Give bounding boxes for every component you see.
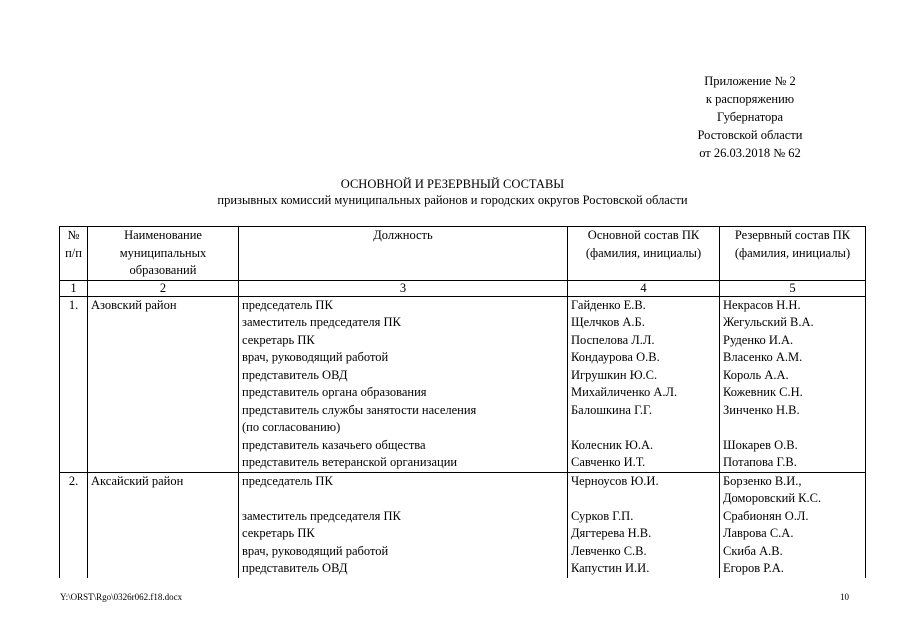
position-text: представитель ветеранской организации <box>242 455 458 469</box>
header-position: Должность <box>239 227 568 281</box>
position-text: представитель казачьего общества <box>242 437 426 452</box>
reserve-composition-cell <box>720 296 866 472</box>
column-number: 4 <box>568 280 720 296</box>
reserve-member-name: Кожевник С.Н. <box>723 385 803 399</box>
position-text: представитель органа образования <box>242 385 427 399</box>
main-member-name: Капустин И.И. <box>571 561 650 575</box>
commission-table <box>59 226 866 578</box>
position-text: заместитель председателя ПК <box>242 315 401 329</box>
main-member-name <box>571 490 716 508</box>
main-member-name: Поспелова Л.Л. <box>571 332 655 347</box>
appendix-line: к распоряжению <box>705 92 795 106</box>
footer-page-number: 10 <box>840 592 849 602</box>
position-text: заместитель председателя ПК <box>242 508 401 523</box>
main-member-name: Колесник Ю.А. <box>571 437 654 452</box>
column-number-row <box>60 280 866 296</box>
main-member-name: Сурков Г.П. <box>571 508 634 523</box>
reserve-member-name <box>723 419 862 437</box>
row-number: 2. <box>60 472 88 578</box>
main-member-name: Черноусов Ю.И. <box>571 473 659 488</box>
footer-file-path: Y:\ORST\Rgo\0326r062.f18.docx <box>60 592 183 602</box>
table-row <box>60 472 866 578</box>
reserve-composition-cell <box>720 472 866 578</box>
column-number: 2 <box>88 280 239 296</box>
appendix-line: Приложение № 2 <box>704 74 796 88</box>
position-text: представитель службы занятости населения <box>242 402 477 417</box>
position-text: врач, руководящий работой <box>242 543 389 558</box>
appendix-line: Губернатора <box>716 110 784 124</box>
municipality-name: Азовский район <box>88 296 239 472</box>
position-cell <box>239 296 568 472</box>
position-text <box>242 490 564 508</box>
header-municipality: Наименование муниципальных образований <box>88 227 239 281</box>
position-text: представитель ОВД <box>242 367 348 382</box>
main-member-name: Михайличенко А.Л. <box>571 385 678 399</box>
main-composition-cell <box>568 296 720 472</box>
municipality-name: Аксайский район <box>88 472 239 578</box>
column-number: 3 <box>239 280 568 296</box>
main-member-name: Левченко С.В. <box>571 543 647 558</box>
header-reserve-composition: Резервный состав ПК (фамилия, инициалы) <box>720 227 866 281</box>
position-text: председатель ПК <box>242 297 333 312</box>
main-member-name: Щелчков А.Б. <box>571 315 645 329</box>
document-title: ОСНОВНОЙ И РЕЗЕРВНЫЙ СОСТАВЫ <box>340 177 565 191</box>
reserve-member-name: Потапова Г.В. <box>723 455 797 469</box>
row-number: 1. <box>60 296 88 472</box>
document-subtitle: призывных комиссий муниципальных районов и городских округов Ростовской области <box>217 193 688 207</box>
appendix-line: от 26.03.2018 № 62 <box>699 146 801 160</box>
position-cell <box>239 472 568 578</box>
main-member-name <box>571 419 716 437</box>
appendix-line: Ростовской области <box>697 128 803 142</box>
reserve-member-name: Скиба А.В. <box>723 543 783 558</box>
reserve-member-name: Жегульский В.А. <box>723 315 814 329</box>
reserve-member-name: Руденко И.А. <box>723 332 794 347</box>
position-text: врач, руководящий работой <box>242 350 389 364</box>
header-row <box>60 227 866 281</box>
reserve-member-name: Срабионян О.Л. <box>723 508 809 523</box>
appendix-block <box>640 72 860 162</box>
header-main-composition: Основной состав ПК (фамилия, инициалы) <box>568 227 720 281</box>
main-member-name: Гайденко Е.В. <box>571 297 646 312</box>
table-row <box>60 296 866 472</box>
position-text: представитель ОВД <box>242 561 348 575</box>
reserve-member-name: Король А.А. <box>723 367 789 382</box>
reserve-member-name: Лаврова С.А. <box>723 526 794 540</box>
position-text: (по согласованию) <box>242 420 341 434</box>
reserve-member-name: Шокарев О.В. <box>723 437 798 452</box>
main-member-name: Балошкина Г.Г. <box>571 402 652 417</box>
main-member-name: Дягтерева Н.В. <box>571 526 652 540</box>
reserve-member-name: Егоров Р.А. <box>723 561 784 575</box>
position-text: секретарь ПК <box>242 526 315 540</box>
column-number: 5 <box>720 280 866 296</box>
column-number: 1 <box>60 280 88 296</box>
main-member-name: Савченко И.Т. <box>571 455 646 469</box>
main-composition-cell <box>568 472 720 578</box>
reserve-member-name: Доморовский К.С. <box>723 491 822 505</box>
reserve-member-name: Некрасов Н.Н. <box>723 297 801 312</box>
position-text: секретарь ПК <box>242 332 315 347</box>
reserve-member-name: Борзенко В.И., <box>723 473 802 488</box>
main-member-name: Кондаурова О.В. <box>571 350 660 364</box>
header-num: № п/п <box>60 227 88 281</box>
reserve-member-name: Зинченко Н.В. <box>723 402 800 417</box>
main-member-name: Игрушкин Ю.С. <box>571 367 658 382</box>
position-text: председатель ПК <box>242 473 333 488</box>
reserve-member-name: Власенко А.М. <box>723 350 803 364</box>
